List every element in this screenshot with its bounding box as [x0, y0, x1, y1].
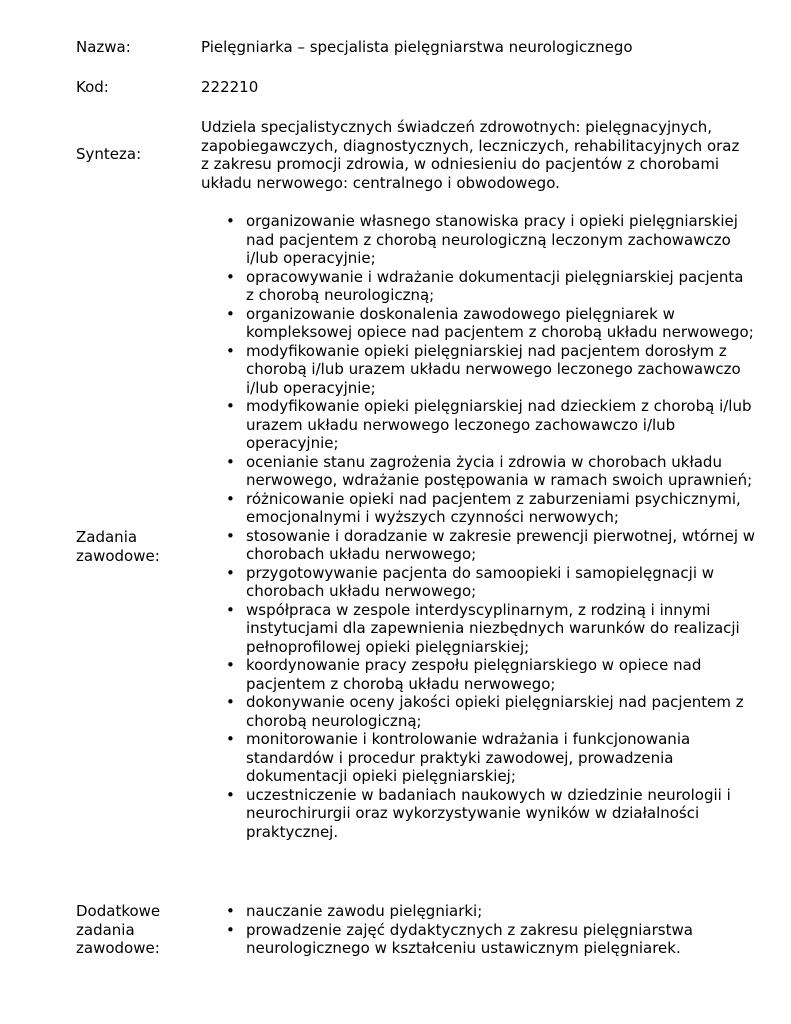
- field-label-zadania-zawodowe: Zadania zawodowe:: [76, 528, 160, 565]
- list-item: • dokonywanie oceny jakości opieki pielęgniarskiej nad pacjentem z chorobą neurologiczną;: [226, 693, 756, 730]
- list-item: • prowadzenie zajęć dydaktycznych z zakresu pielęgniarstwa neurologicznego w kształceniu ustawicznym pielęgniarek.: [226, 921, 756, 958]
- field-value-synteza: Udziela specjalistycznych świadczeń zdrowotnych: pielęgnacyjnych, zapobiegawczych, diagnostycznych, leczniczych, rehabilitacyjnych oraz z zakresu promocji zdrowia, w odniesieniu do pacjentów z chorobami układu nerwowego: centralnego i obwodowego.: [201, 118, 740, 192]
- list-item: • opracowywanie i wdrażanie dokumentacji pielęgniarskiej pacjenta z chorobą neurologiczną;: [226, 268, 756, 305]
- field-label-synteza: Synteza:: [76, 145, 142, 163]
- list-item: • uczestniczenie w badaniach naukowych w dziedzinie neurologii i neurochirurgii oraz wykorzystywanie wyników w działalności praktycznej.: [226, 786, 756, 842]
- field-label-nazwa: Nazwa:: [76, 38, 131, 56]
- list-item: • modyfikowanie opieki pielęgniarskiej nad pacjentem dorosłym z chorobą i/lub urazem układu nerwowego leczonego zachowawczo i/lub operacyjnie;: [226, 342, 756, 398]
- list-item: • ocenianie stanu zagrożenia życia i zdrowia w chorobach układu nerwowego, wdrażanie postępowania w ramach swoich uprawnień;: [226, 453, 756, 490]
- list-item: • modyfikowanie opieki pielęgniarskiej nad dzieckiem z chorobą i/lub urazem układu nerwowego leczonego zachowawczo i/lub operacyjnie;: [226, 397, 756, 453]
- list-item: • współpraca w zespole interdyscyplinarnym, z rodziną i innymi instytucjami dla zapewnienia niezbędnych warunków do realizacji pełnoprofilowej opieki pielęgniarskiej;: [226, 601, 756, 657]
- list-item: • różnicowanie opieki nad pacjentem z zaburzeniami psychicznymi, emocjonalnymi i wyższych czynności nerwowych;: [226, 490, 756, 527]
- list-item: • organizowanie doskonalenia zawodowego pielęgniarek w kompleksowej opiece nad pacjentem z chorobą układu nerwowego;: [226, 305, 756, 342]
- additional-task-list: [226, 902, 756, 958]
- list-item: • nauczanie zawodu pielęgniarki;: [226, 902, 756, 921]
- list-item: • koordynowanie pracy zespołu pielęgniarskiego w opiece nad pacjentem z chorobą układu nerwowego;: [226, 656, 756, 693]
- list-item: • monitorowanie i kontrolowanie wdrażania i funkcjonowania standardów i procedur praktyki zawodowej, prowadzenia dokumentacji opieki pielęgniarskiej;: [226, 730, 756, 786]
- field-label-kod: Kod:: [76, 78, 109, 96]
- list-item: • organizowanie własnego stanowiska pracy i opieki pielęgniarskiej nad pacjentem z chorobą neurologiczną leczonym zachowawczo i/lub operacyjnie;: [226, 212, 756, 268]
- field-label-dodatkowe-zadania: Dodatkowe zadania zawodowe:: [76, 902, 161, 957]
- list-item: • przygotowywanie pacjenta do samoopieki i samopielęgnacji w chorobach układu nerwowego;: [226, 564, 756, 601]
- field-value-nazwa: Pielęgniarka – specjalista pielęgniarstwa neurologicznego: [201, 38, 633, 56]
- field-value-kod: 222210: [201, 78, 259, 96]
- list-item: • stosowanie i doradzanie w zakresie prewencji pierwotnej, wtórnej w chorobach układu nerwowego;: [226, 527, 756, 564]
- task-list: [226, 212, 756, 841]
